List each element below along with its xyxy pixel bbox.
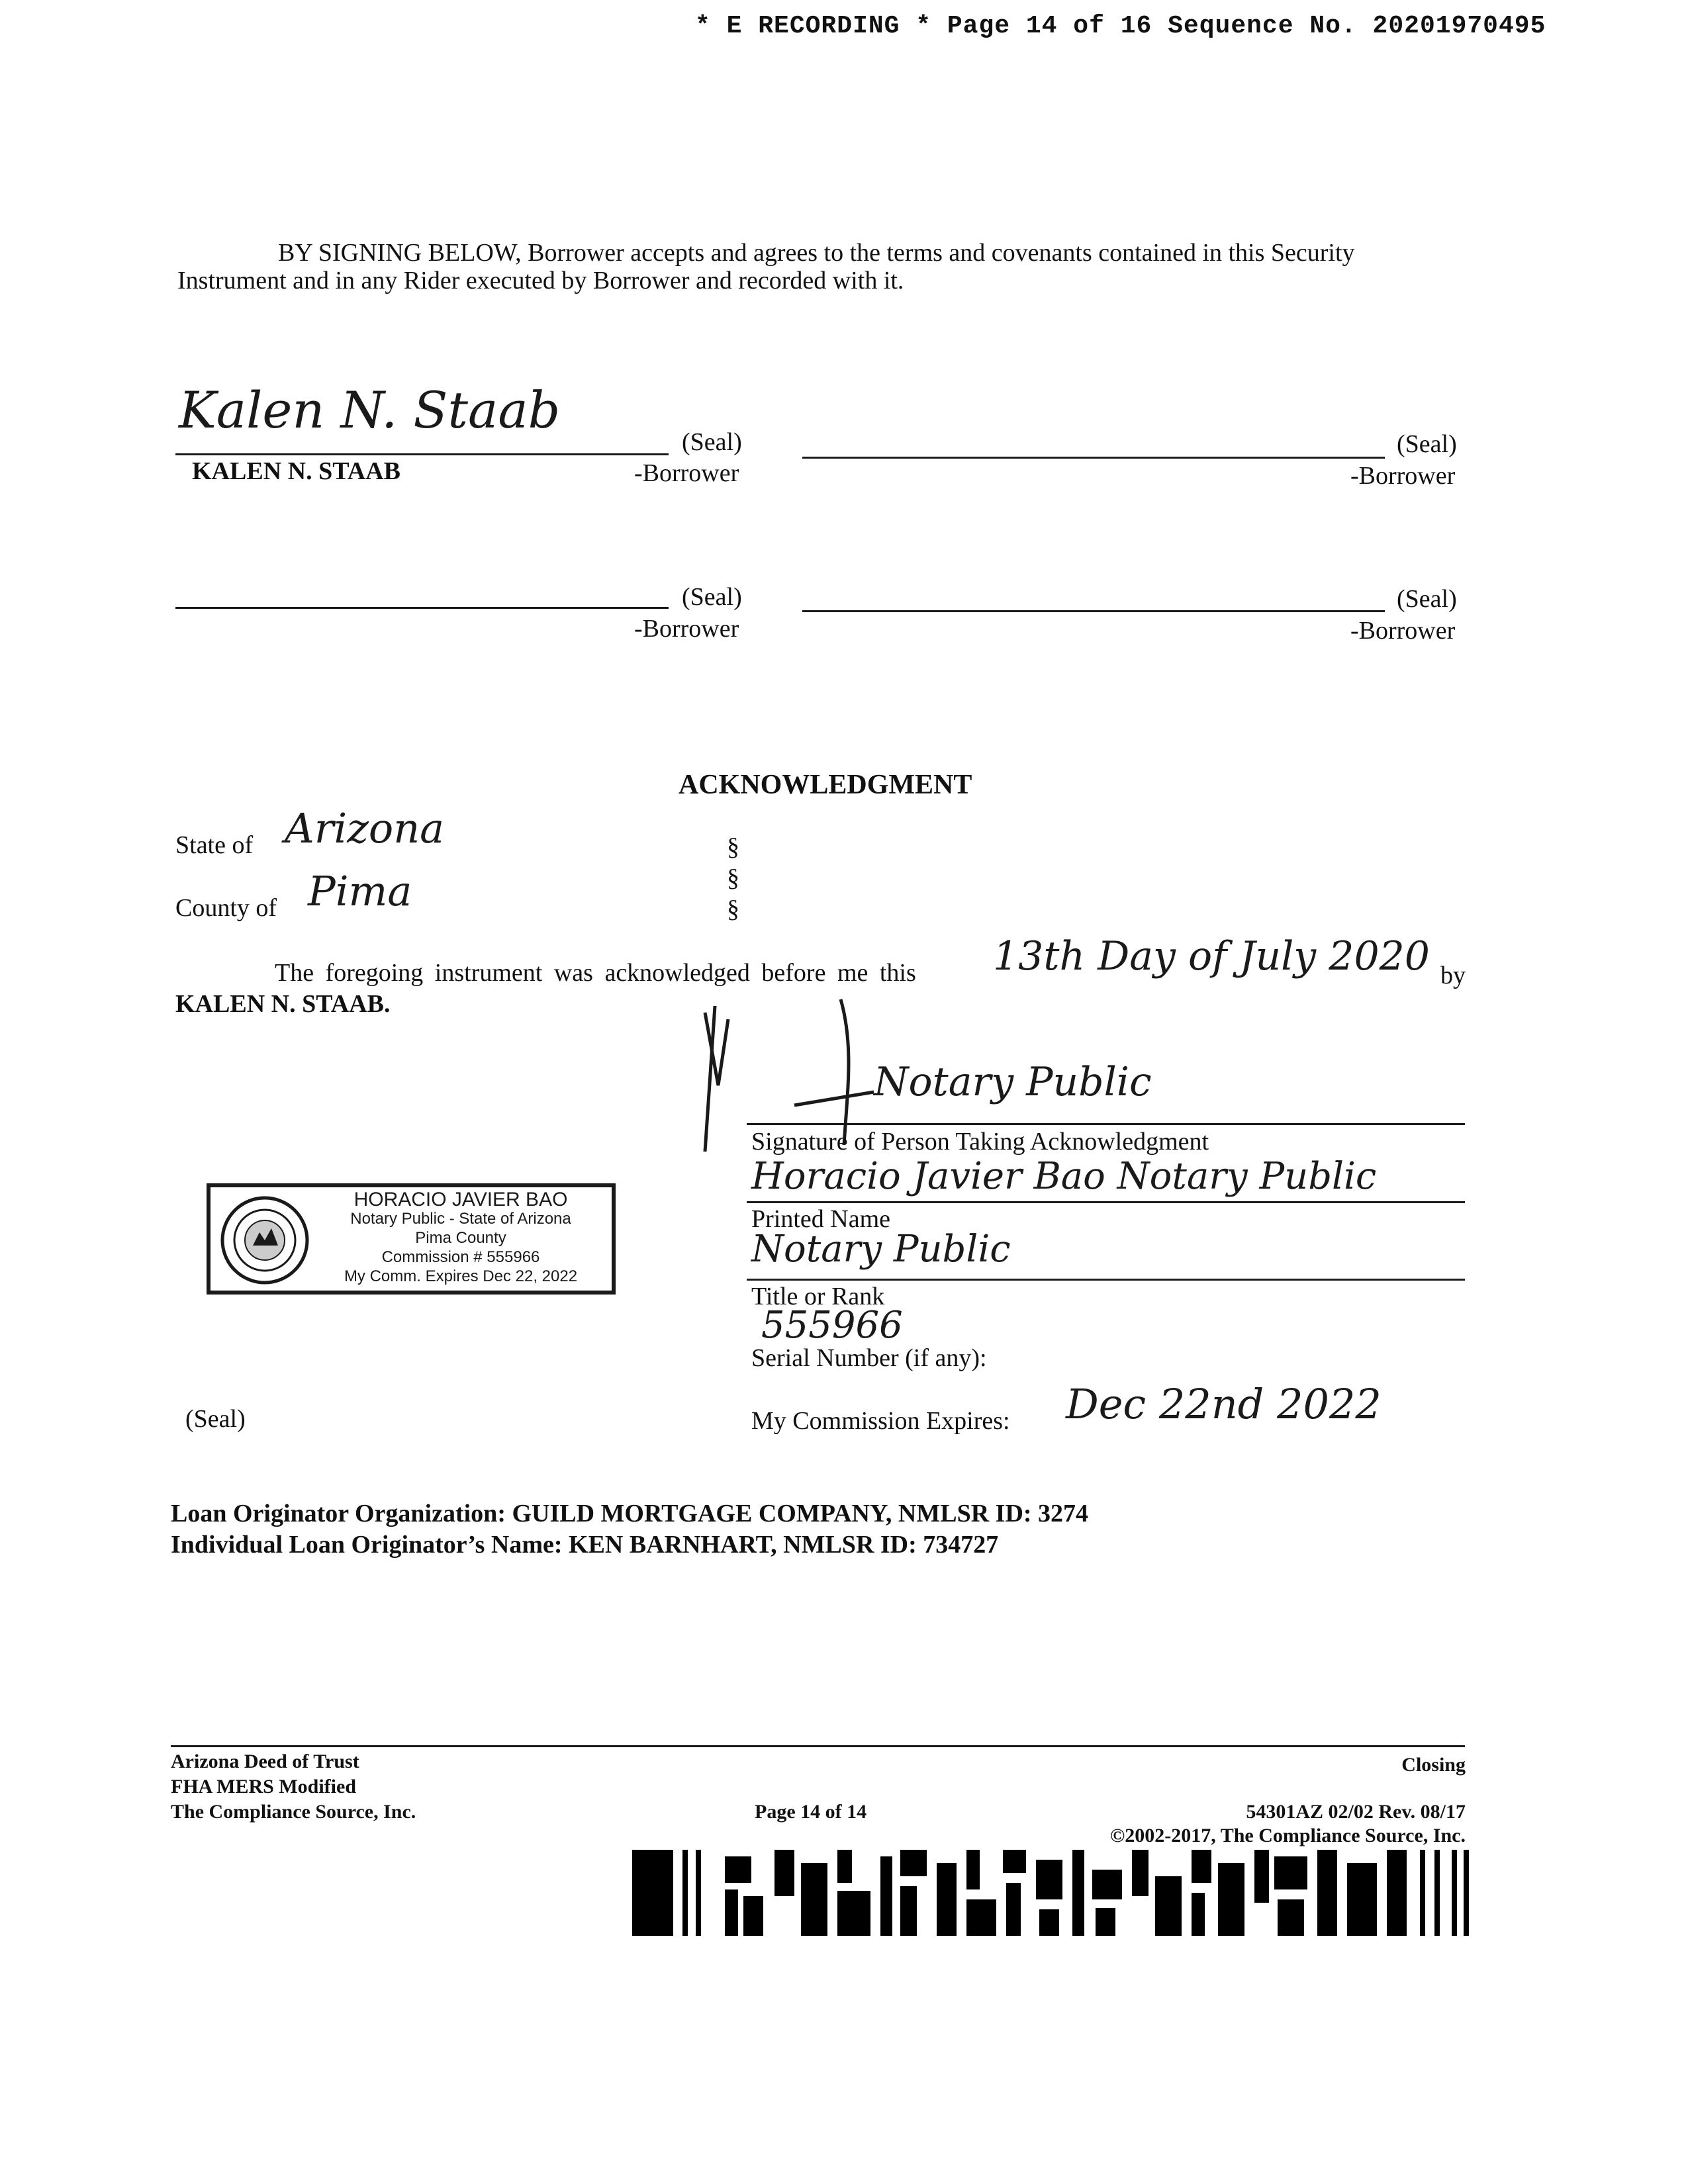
section-symbol-1: § <box>727 833 739 861</box>
footer-form-number: 54301AZ 02/02 Rev. 08/17 <box>1246 1801 1466 1823</box>
stamp-line-1: Notary Public - State of Arizona <box>350 1210 571 1228</box>
seal-label-2: (Seal) <box>1397 430 1457 458</box>
originator-individual: Individual Loan Originator’s Name: KEN BARNHART, NMLSR ID: 734727 <box>171 1531 999 1559</box>
borrower-label-1: -Borrower <box>634 459 739 487</box>
notary-signature-handwritten: Notary Public <box>874 1059 1152 1105</box>
footer-copyright: ©2002-2017, The Compliance Source, Inc. <box>1109 1825 1466 1846</box>
title-label: Title or Rank <box>751 1283 885 1310</box>
printed-name-line <box>747 1201 1465 1203</box>
originator-org: Loan Originator Organization: GUILD MORTGAGE COMPANY, NMLSR ID: 3274 <box>171 1500 1089 1527</box>
ack-name: KALEN N. STAAB. <box>175 990 391 1018</box>
ack-sentence: The foregoing instrument was acknowledged before me this <box>275 959 916 987</box>
borrower1-name: KALEN N. STAAB <box>192 457 400 485</box>
county-label: County of <box>175 894 277 922</box>
section-symbol-2: § <box>727 864 739 892</box>
signature-line-4 <box>802 610 1385 612</box>
stamp-line-4: My Comm. Expires Dec 22, 2022 <box>344 1267 578 1285</box>
borrower1-signature: Kalen N. Staab <box>179 381 561 439</box>
barcode <box>632 1850 1470 1936</box>
stamp-name: HORACIO JAVIER BAO <box>353 1189 568 1210</box>
printed-name-label: Printed Name <box>751 1205 891 1233</box>
stamp-line-2: Pima County <box>415 1229 506 1247</box>
acknowledgment-title: ACKNOWLEDGMENT <box>679 770 972 800</box>
commission-label: My Commission Expires: <box>751 1407 1010 1435</box>
state-label: State of <box>175 831 254 859</box>
seal-label-4: (Seal) <box>1397 585 1457 613</box>
signature-line-1 <box>175 453 669 455</box>
ack-by-word: by <box>1440 962 1466 989</box>
borrower-label-2: -Borrower <box>1350 462 1456 490</box>
footer-closing: Closing <box>1401 1754 1466 1776</box>
seal-label-bottom: (Seal) <box>185 1405 246 1433</box>
borrower-label-3: -Borrower <box>634 615 739 643</box>
ack-signature-line <box>747 1123 1465 1125</box>
county-handwritten: Pima <box>308 867 412 915</box>
ack-signature-label: Signature of Person Taking Acknowledgment <box>751 1128 1209 1156</box>
footer-rule <box>171 1745 1465 1747</box>
footer-left-1: Arizona Deed of Trust <box>171 1751 359 1772</box>
footer-left-3: The Compliance Source, Inc. <box>171 1801 416 1823</box>
serial-handwritten: 555966 <box>761 1304 903 1347</box>
state-seal-icon <box>218 1194 311 1287</box>
borrower-label-4: -Borrower <box>1350 617 1456 645</box>
intro-line-1: BY SIGNING BELOW, Borrower accepts and agrees to the terms and covenants contained in this Security <box>278 239 1355 267</box>
title-handwritten: Notary Public <box>751 1228 1011 1271</box>
recording-banner: * E RECORDING * Page 14 of 16 Sequence No. 20201970495 <box>695 12 1546 40</box>
signature-line-2 <box>802 457 1385 459</box>
signature-line-3 <box>175 607 669 609</box>
state-handwritten: Arizona <box>285 804 445 852</box>
printed-name-handwritten: Horacio Javier Bao Notary Public <box>751 1155 1377 1198</box>
stamp-line-3: Commission # 555966 <box>381 1248 540 1266</box>
serial-label: Serial Number (if any): <box>751 1344 987 1372</box>
intro-line-2: Instrument and in any Rider executed by Borrower and recorded with it. <box>177 267 904 295</box>
footer-left-2: FHA MERS Modified <box>171 1776 357 1797</box>
section-symbol-3: § <box>727 895 739 923</box>
commission-handwritten: Dec 22nd 2022 <box>1066 1380 1382 1428</box>
seal-label-3: (Seal) <box>682 583 742 611</box>
footer-page: Page 14 of 14 <box>755 1801 867 1823</box>
ack-date-handwritten: 13th Day of July 2020 <box>993 933 1430 979</box>
title-line <box>747 1279 1465 1281</box>
seal-label-1: (Seal) <box>682 428 742 456</box>
notary-stamp <box>207 1183 616 1295</box>
